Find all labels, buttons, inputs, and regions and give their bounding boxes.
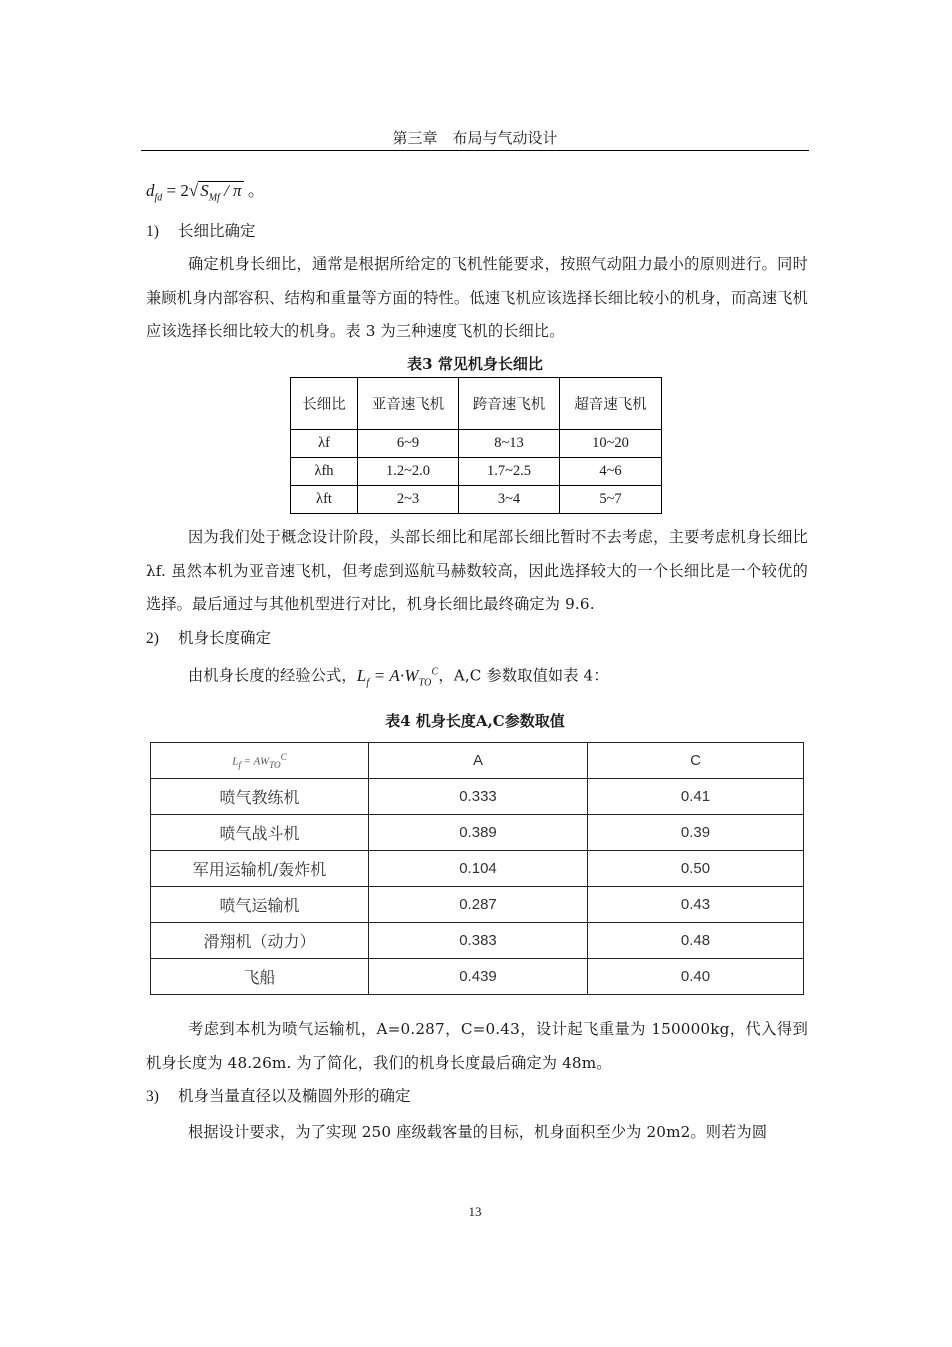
table-cell: 0.41: [588, 779, 804, 815]
paragraph-slenderness-intro: 确定机身长细比，通常是根据所给定的飞机性能要求，按照气动阻力最小的原则进行。同时兼顾机身内部容积、结构和重量等方面的特性。低速飞机应该选择长细比较小的机身，而高速飞机应该选择长细比较大的机身。表 3 为三种速度飞机的长细比。: [146, 255, 808, 340]
table-cell: 0.104: [369, 851, 588, 887]
table-header-row: [151, 743, 804, 779]
table-cell: 2~3: [358, 486, 459, 514]
formula-radicand: [198, 181, 243, 207]
table-header-row: [291, 378, 662, 430]
section-number: 1): [146, 223, 159, 240]
table-cell: 喷气运输机: [151, 887, 369, 923]
table-cell: 0.39: [588, 815, 804, 851]
table-cell: 6~9: [358, 430, 459, 458]
table-header-cell: 长细比: [291, 378, 358, 430]
page-number: 13: [468, 1204, 482, 1219]
formula-sub: f: [366, 677, 370, 689]
table-row: [291, 486, 662, 514]
section-heading-1: [146, 221, 256, 242]
table4-caption: 表4 机身长度A,C参数取值: [385, 712, 565, 730]
chapter-header: 第三章 布局与气动设计: [141, 128, 809, 151]
formula-mid: = AW: [240, 755, 270, 768]
formula-lhs-sub: fd: [154, 192, 163, 204]
table-cell: 5~7: [560, 486, 662, 514]
formula-lhs-var: d: [146, 181, 155, 200]
section-heading-2: [146, 628, 271, 649]
table-header-cell: 亚音速飞机: [358, 378, 459, 430]
formula-rad-var: S: [200, 181, 209, 200]
table-cell: λfh: [291, 458, 358, 486]
table-cell: 喷气战斗机: [151, 815, 369, 851]
table-header-formula-cell: [151, 743, 369, 779]
paragraph-diameter: 根据设计要求，为了实现 250 座级载客量的目标，机身面积至少为 20m2。则若为圆: [188, 1123, 768, 1141]
table-header-cell: A: [369, 743, 588, 779]
formula-rad-rest: / π: [219, 181, 242, 200]
table-cell: 0.287: [369, 887, 588, 923]
table-cell: 0.40: [588, 959, 804, 995]
formula-tail: 。: [243, 181, 265, 200]
section-title: 机身长度确定: [178, 629, 272, 647]
section-title: 机身当量直径以及椭圆外形的确定: [178, 1087, 411, 1105]
table-cell: 1.7~2.5: [459, 458, 560, 486]
formula-sub2: TO: [269, 759, 281, 770]
section-number: 3): [146, 1088, 159, 1105]
formula-coeff: = 2: [166, 181, 189, 200]
table-row: [151, 779, 804, 815]
table-row: [151, 815, 804, 851]
text-before-formula: 由机身长度的经验公式，: [188, 666, 357, 685]
table-header-cell: 超音速飞机: [560, 378, 662, 430]
table-row: [151, 923, 804, 959]
paragraph-length-result: 考虑到本机为喷气运输机，A=0.287，C=0.43，设计起飞重量为 150000kg，代入得到机身长度为 48.26m. 为了简化，我们的机身长度最后确定为 48m。: [146, 1020, 808, 1072]
table-cell: 0.48: [588, 923, 804, 959]
table-row: [291, 458, 662, 486]
table-row: [151, 959, 804, 995]
table-cell: λf: [291, 430, 358, 458]
formula-sub2: TO: [418, 677, 432, 689]
table-cell: 飞船: [151, 959, 369, 995]
table-row: [291, 430, 662, 458]
table-header-cell: 跨音速飞机: [459, 378, 560, 430]
formula-sup: C: [431, 666, 439, 677]
table-cell: 军用运输机/轰炸机: [151, 851, 369, 887]
table-cell: 3~4: [459, 486, 560, 514]
text-after-formula: ，A,C 参数取值如表 4：: [438, 666, 609, 685]
section-heading-3: [146, 1086, 411, 1107]
sqrt-sign: √: [188, 181, 199, 200]
formula-sub: f: [238, 759, 241, 770]
table-cell: λft: [291, 486, 358, 514]
table-cell: 滑翔机（动力）: [151, 923, 369, 959]
paragraph-slenderness-choice: 因为我们处于概念设计阶段，头部长细比和尾部长细比暂时不去考虑，主要考虑机身长细比 λf. 虽然本机为亚音速飞机，但考虑到巡航马赫数较高，因此选择较大的一个长细比是一个较优的选择。最后通过与其他机型进行对比，机身长细比最终确定为 9.6.: [146, 528, 808, 613]
table-cell: 1.2~2.0: [358, 458, 459, 486]
section-number: 2): [146, 630, 159, 647]
table-header-cell: C: [588, 743, 804, 779]
length-formula: [356, 665, 439, 689]
table-cell: 喷气教练机: [151, 779, 369, 815]
table-cell: 0.43: [588, 887, 804, 923]
table-cell: 10~20: [560, 430, 662, 458]
table3: [290, 377, 662, 514]
section-title: 长细比确定: [178, 222, 256, 240]
formula-mid: = A·W: [369, 665, 419, 685]
table-cell: 0.439: [369, 959, 588, 995]
table-cell: 0.50: [588, 851, 804, 887]
table3-caption: 表3 常见机身长细比: [407, 355, 543, 373]
table4: [150, 742, 804, 995]
table-cell: 0.333: [369, 779, 588, 815]
table-cell: 4~6: [560, 458, 662, 486]
formula-var: L: [232, 755, 239, 768]
table-cell: 0.389: [369, 815, 588, 851]
formula-var: L: [356, 665, 367, 685]
paragraph-length-formula: [146, 655, 808, 700]
table-cell: 8~13: [459, 430, 560, 458]
diameter-formula: [146, 176, 265, 207]
formula-rad-sub: Mf: [208, 192, 220, 204]
formula-sup: C: [280, 751, 287, 762]
table-cell: 0.383: [369, 923, 588, 959]
table-row: [151, 887, 804, 923]
table-row: [151, 851, 804, 887]
